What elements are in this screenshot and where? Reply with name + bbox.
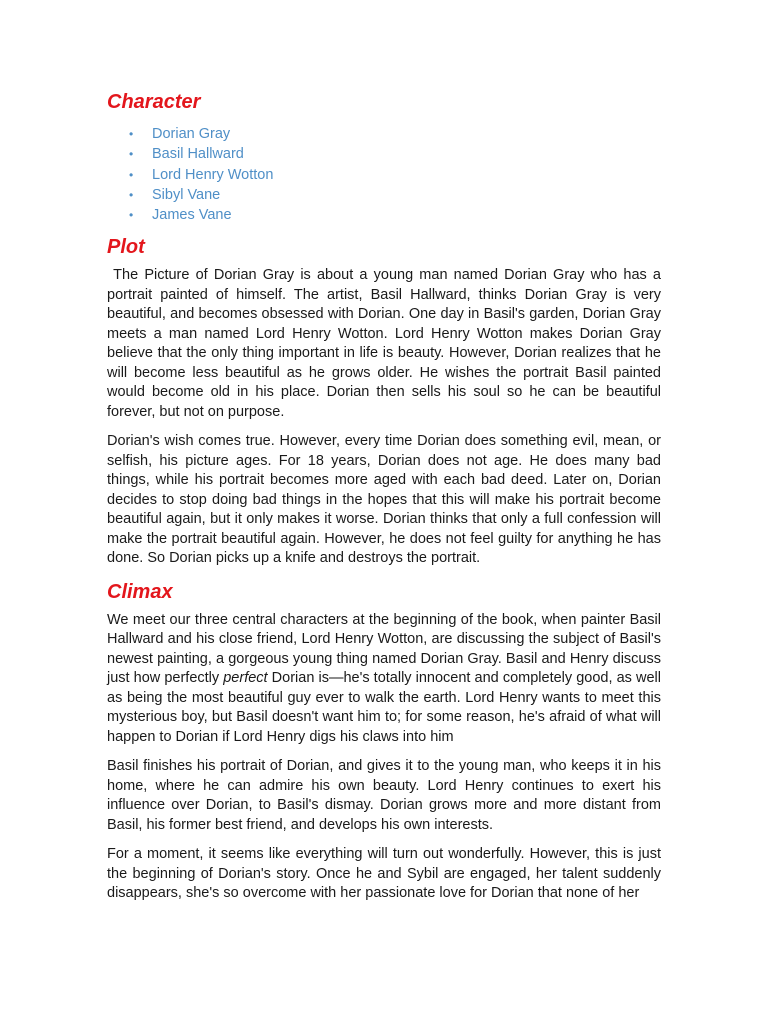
character-name: Basil Hallward bbox=[152, 146, 244, 163]
climax-paragraph bbox=[107, 611, 661, 748]
character-name: Lord Henry Wotton bbox=[152, 166, 274, 183]
document-page bbox=[107, 88, 666, 904]
climax-paragraph: Basil finishes his portrait of Dorian, and gives it to the young man, who keeps it in his home, where he can admire his own beauty. Lord Henry continues to exert his influence over Dorian, to Basil's dismay. Dorian grows more and more distant from Basil, his former best friend, and develops his own interests. bbox=[107, 758, 661, 833]
list-item bbox=[107, 205, 661, 225]
plot-paragraph: Dorian's wish comes true. However, every time Dorian does something evil, mean, or selfish, his picture ages. For 18 years, Dorian does not age. He does many bad things, while his portrait becomes more aged with each bad deed. Later on, Dorian decides to stop doing bad things in the hopes that this will make his portrait become beautiful again, but it only makes it worse. Dorian thinks that only a full confession will make the portrait beautiful again. However, he does not feel guilty for anything he has done. So Dorian picks up a knife and destroys the portrait. bbox=[107, 433, 661, 567]
list-item bbox=[107, 144, 661, 164]
character-name: James Vane bbox=[152, 207, 232, 224]
bullet-icon: • bbox=[129, 167, 134, 182]
climax-emphasis: perfect bbox=[223, 670, 268, 687]
list-item bbox=[107, 185, 661, 205]
climax-text: We meet our three central characters at the beginning of the book, when painter Basil Hallward and his close friend, Lord Henry Wotton, are discussing the subject of Basil's newest painting, a gorgeous young thing named Dorian Gray. Basil and Henry discuss just how perfectly bbox=[107, 611, 661, 687]
bullet-icon: • bbox=[129, 208, 134, 223]
character-name: Sibyl Vane bbox=[152, 186, 221, 203]
climax-paragraph: For a moment, it seems like everything will turn out wonderfully. However, this is just the beginning of Dorian's story. Once he and Sybil are engaged, her talent suddenly disappears, she's so overcome with her passionate love for Dorian that none of her bbox=[107, 846, 661, 902]
list-item bbox=[107, 165, 661, 185]
plot-paragraph: The Picture of Dorian Gray is about a young man named Dorian Gray who has a portrait painted of himself. The artist, Basil Hallward, thinks Dorian Gray is very beautiful, and becomes obsessed with Dorian. One day in Basil's garden, Dorian Gray meets a man named Lord Henry Wotton. Lord Henry Wotton makes Dorian Gray believe that the only thing important in life is beauty. However, Dorian realizes that he will become less beautiful as he grows older. He wishes the portrait Basil painted would become old in his place. Dorian then sells his soul so he can be beautiful forever, but not on purpose. bbox=[107, 267, 666, 420]
plot-heading: Plot bbox=[107, 236, 145, 259]
climax-text: Dorian is—he's totally innocent and completely good, as well as being the most beautiful guy ever to walk the earth. Lord Henry wants to meet this mysterious boy, but Basil doesn't want him to; for some reason, he's afraid of what will happen to Dorian if Lord Henry digs his claws into him bbox=[107, 670, 661, 745]
list-item bbox=[107, 124, 661, 144]
bullet-icon: • bbox=[129, 187, 134, 202]
character-name: Dorian Gray bbox=[152, 126, 231, 142]
bullet-icon: • bbox=[129, 147, 134, 162]
climax-heading: Climax bbox=[107, 580, 173, 603]
bullet-icon: • bbox=[129, 127, 134, 141]
character-list bbox=[107, 124, 661, 225]
character-heading: Character bbox=[107, 91, 201, 113]
